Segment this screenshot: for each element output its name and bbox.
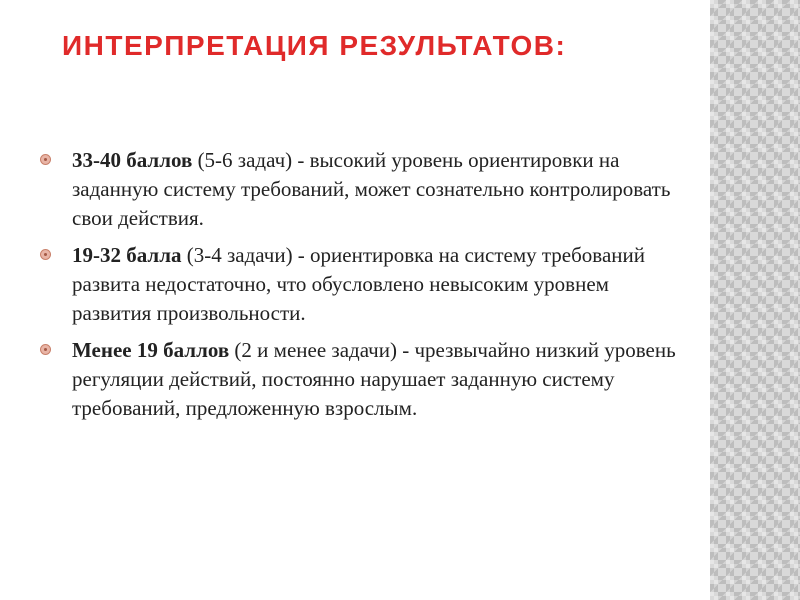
slide-title: ИНТЕРПРЕТАЦИЯ РЕЗУЛЬТАТОВ:: [62, 30, 567, 61]
score-range-high: 33-40 баллов: [72, 148, 193, 172]
bullet-circle-icon: [40, 249, 51, 260]
bullet-text-low: (2 и менее задачи) - чрезвычайно низкий уровень регуляции действий, постоянно нарушает заданную систему требований, предложенную взрослым.: [72, 338, 676, 420]
score-range-low: Менее 19 баллов: [72, 338, 230, 362]
bullet-text-medium: (3-4 задачи) - ориентировка на систему требований развита недостаточно, что обусловлено невысоким уровнем развития произвольности.: [72, 243, 645, 325]
bullet-item-1: [40, 146, 680, 233]
bullet-text-high: (5-6 задач) - высокий уровень ориентировки на заданную систему требований, может сознательно контролировать свои действия.: [72, 148, 671, 230]
bullet-circle-icon: [40, 154, 51, 165]
bullet-list: [40, 146, 680, 431]
decorative-side-pattern: [710, 0, 800, 600]
bullet-item-2: [40, 241, 680, 328]
score-range-medium: 19-32 балла: [72, 243, 182, 267]
bullet-item-3: [40, 336, 680, 423]
bullet-circle-icon: [40, 344, 51, 355]
